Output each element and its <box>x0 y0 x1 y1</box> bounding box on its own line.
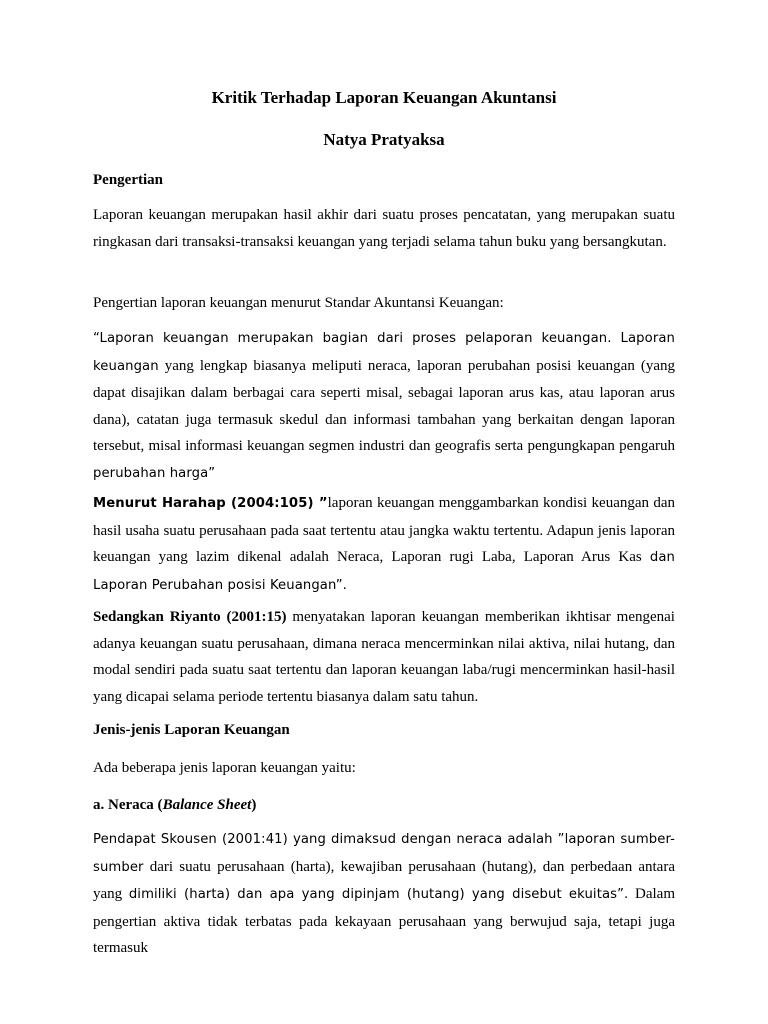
riyanto-text: menyatakan laporan keuangan memberikan ikhtisar mengenai adanya keuangan suatu perusahaan, dimana neraca mencerminkan nilai aktiva, nilai hutang, dan modal sendiri pada suatu saat tertentu dan laporan keuangan laba/rugi mencerminkan hasil-hasil yang dicapai selama periode tertentu biasanya dalam satu tahun. <box>93 609 675 705</box>
harahap-text: laporan keuangan menggambarkan kondisi keuangan dan hasil usaha suatu perusahaan pada saat tertentu atau jangka waktu tertentu. Adapun jenis laporan keuangan yang lazim dikenal adalah Neraca, Laporan rugi Laba, Laporan Arus Kas <box>93 495 675 565</box>
neraca-sans-2: dimiliki (harta) dan apa yang dipinjam (hutang) yang disebut ekuitas”. <box>128 887 629 902</box>
quote-body: yang lengkap biasanya meliputi neraca, laporan perubahan posisi keuangan (yang dapat disajikan dalam berbagai cara seperti misal, sebagai laporan arus kas, atau laporan arus dana), catatan juga termasuk skedul dan informasi tambahan yang berkaitan dengan laporan tersebut, misal informasi keuangan segmen industri dan geografis serta pengungkapan pengaruh <box>93 357 675 454</box>
paragraph-definition: Laporan keuangan merupakan hasil akhir dari suatu proses pencatatan, yang merupakan suatu ringkasan dari transaksi-transaksi keuangan yang terjadi selama tahun buku yang bersangkutan. <box>93 207 675 250</box>
paragraph-neraca <box>93 826 675 962</box>
neraca-prefix: a. Neraca ( <box>93 797 163 813</box>
paragraph-harahap <box>93 490 675 599</box>
paragraph-sak-intro: Pengertian laporan keuangan menurut Standar Akuntansi Keuangan: <box>93 295 504 311</box>
heading-jenis-laporan: Jenis-jenis Laporan Keuangan <box>93 722 290 738</box>
document-title: Kritik Terhadap Laporan Keuangan Akuntansi <box>211 88 557 107</box>
quote-mid: Laporan keuangan <box>93 331 675 374</box>
neraca-italic: Balance Sheet <box>162 797 252 813</box>
neraca-sans-1: Pendapat Skousen (2001:41) yang dimaksud dengan neraca adalah ”laporan sumber-sumber <box>93 832 675 875</box>
heading-pengertian: Pengertian <box>93 172 163 188</box>
paragraph-sak-quote <box>93 325 675 487</box>
document-author: Natya Pratyaksa <box>323 130 445 149</box>
neraca-serif-1: dari suatu perusahaan (harta), kewajiban perusahaan (hutang), dan perbedaan antara yang <box>93 858 675 902</box>
paragraph-jenis-intro: Ada beberapa jenis laporan keuangan yaitu: <box>93 760 356 776</box>
harahap-end: dan Laporan Perubahan posisi Keuangan”. <box>93 550 675 593</box>
citation-harahap: Menurut Harahap (2004:105) ” <box>93 496 328 511</box>
citation-riyanto: Sedangkan Riyanto (2001:15) <box>93 609 287 625</box>
paragraph-riyanto <box>93 604 675 710</box>
quote-opening: “Laporan keuangan merupakan bagian dari proses pelaporan keuangan. <box>93 331 612 346</box>
quote-end: perubahan harga” <box>93 465 216 481</box>
neraca-suffix: ) <box>251 797 257 813</box>
heading-neraca <box>93 795 675 815</box>
neraca-rest: Dalam pengertian aktiva tidak terbatas pada kekayaan perusahaan yang berwujud saja, tetapi juga termasuk <box>93 886 675 956</box>
